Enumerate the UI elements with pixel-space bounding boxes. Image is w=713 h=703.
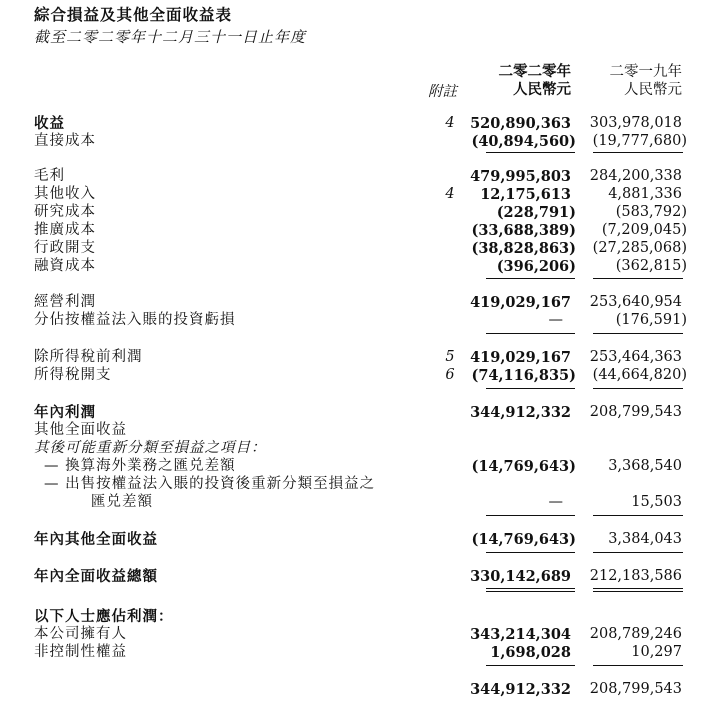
- row-prior: 3,368,540: [608, 458, 682, 474]
- row-prior: 208,799,543: [589, 681, 682, 697]
- subtotal-rule: [593, 665, 683, 666]
- row-prior: 15,503: [631, 494, 682, 510]
- subtotal-rule: [486, 552, 575, 553]
- row-note: 4: [445, 186, 455, 202]
- table-row: [0, 221, 713, 240]
- table-row: [0, 680, 713, 699]
- row-label: 分佔按權益法入賬的投資虧損: [34, 312, 236, 328]
- table-row: [0, 348, 713, 367]
- row-prior: (176,591): [615, 312, 687, 328]
- row-label: 除所得稅前利潤: [34, 349, 143, 365]
- total-double-rule: [486, 588, 575, 592]
- row-current: 419,029,167: [470, 294, 571, 311]
- row-prior: (27,285,068): [592, 240, 687, 256]
- row-label: 匯兑差額: [91, 494, 153, 510]
- row-label: 毛利: [34, 168, 65, 184]
- table-row: [0, 457, 713, 476]
- row-current: 479,995,803: [470, 168, 571, 185]
- table-row: [0, 239, 713, 258]
- row-prior: (7,209,045): [601, 222, 687, 238]
- prior-year-header: 二零一九年: [609, 64, 682, 80]
- row-prior: 212,183,586: [589, 568, 682, 584]
- row-label: 經營利潤: [34, 294, 96, 310]
- row-label: — 換算海外業務之匯兑差額: [44, 458, 236, 474]
- table-row: [0, 167, 713, 186]
- table-row: [0, 421, 713, 440]
- table-row: [0, 257, 713, 276]
- row-note: 6: [445, 367, 455, 383]
- row-current: (33,688,389): [471, 222, 576, 239]
- row-current: 344,912,332: [470, 404, 571, 421]
- table-row: [0, 185, 713, 204]
- row-label: 融資成本: [34, 258, 96, 274]
- table-row: [0, 366, 713, 385]
- row-label: 本公司擁有人: [34, 626, 127, 642]
- table-row: [0, 403, 713, 422]
- row-label: 其後可能重新分類至損益之項目：: [34, 440, 267, 456]
- row-prior: 10,297: [631, 644, 682, 660]
- current-unit-header: 人民幣元: [513, 81, 571, 98]
- table-row: [0, 475, 713, 494]
- row-current: 419,029,167: [470, 349, 571, 366]
- row-label: 年內全面收益總額: [34, 568, 158, 585]
- row-current: —: [548, 494, 563, 510]
- subtotal-rule: [593, 152, 683, 153]
- row-current: —: [548, 312, 563, 328]
- row-label: 年內其他全面收益: [34, 531, 158, 548]
- row-label: 年內利潤: [34, 404, 96, 421]
- row-label: 其他收入: [34, 186, 96, 202]
- row-prior: (44,664,820): [592, 367, 687, 383]
- row-current: (38,828,863): [471, 240, 576, 257]
- row-current: (74,116,835): [471, 367, 576, 384]
- statement-title: 綜合損益及其他全面收益表: [34, 5, 233, 24]
- row-prior: 3,384,043: [608, 531, 682, 547]
- subtotal-rule: [593, 278, 683, 279]
- subtotal-rule: [593, 388, 683, 389]
- row-label: 研究成本: [34, 204, 96, 220]
- row-current: 12,175,613: [480, 186, 571, 203]
- row-prior: 303,978,018: [589, 115, 682, 131]
- row-note: 5: [445, 349, 455, 365]
- subtotal-rule: [486, 333, 575, 334]
- row-prior: 253,640,954: [589, 294, 682, 310]
- row-label: 收益: [34, 115, 65, 132]
- row-prior: 208,799,543: [589, 404, 682, 420]
- table-row: [0, 439, 713, 458]
- table-row: [0, 493, 713, 512]
- row-label: 以下人士應佔利潤：: [34, 608, 174, 625]
- table-row: [0, 530, 713, 549]
- row-prior: (19,777,680): [592, 133, 687, 149]
- table-row: [0, 607, 713, 626]
- prior-unit-header: 人民幣元: [624, 82, 682, 98]
- row-prior: 284,200,338: [589, 168, 682, 184]
- subtotal-rule: [486, 665, 575, 666]
- row-prior: 253,464,363: [589, 349, 682, 365]
- row-current: (40,894,560): [471, 133, 576, 150]
- subtotal-rule: [486, 278, 575, 279]
- row-label: 行政開支: [34, 240, 96, 256]
- note-column-header: 附註: [428, 84, 457, 100]
- row-current: 343,214,304: [470, 626, 571, 643]
- row-note: 4: [445, 115, 455, 131]
- row-current: 520,890,363: [470, 115, 571, 132]
- row-current: (228,791): [496, 204, 576, 221]
- subtotal-rule: [486, 515, 575, 516]
- row-label: — 出售按權益法入賬的投資後重新分類至損益之: [44, 476, 376, 492]
- row-label: 所得稅開支: [34, 367, 112, 383]
- row-label: 非控制性權益: [34, 644, 127, 660]
- row-label: 推廣成本: [34, 222, 96, 238]
- row-current: 330,142,689: [470, 568, 571, 585]
- subtotal-rule: [486, 152, 575, 153]
- table-row: [0, 567, 713, 586]
- row-current: (14,769,643): [471, 458, 576, 475]
- row-current: (396,206): [496, 258, 576, 275]
- row-current: 1,698,028: [490, 644, 571, 661]
- table-row: [0, 293, 713, 312]
- row-label: 其他全面收益: [34, 422, 127, 438]
- total-double-rule: [593, 588, 683, 592]
- row-label: 直接成本: [34, 133, 96, 149]
- row-current: (14,769,643): [471, 531, 576, 548]
- subtotal-rule: [486, 388, 575, 389]
- table-row: [0, 132, 713, 151]
- row-prior: 4,881,336: [608, 186, 682, 202]
- table-row: [0, 643, 713, 662]
- subtotal-rule: [593, 333, 683, 334]
- subtotal-rule: [593, 515, 683, 516]
- row-prior: 208,789,246: [589, 626, 682, 642]
- statement-period: 截至二零二零年十二月三十一日止年度: [34, 28, 307, 46]
- table-row: [0, 114, 713, 133]
- table-row: [0, 625, 713, 644]
- row-current: 344,912,332: [470, 681, 571, 698]
- current-year-header: 二零二零年: [498, 63, 571, 80]
- table-row: [0, 203, 713, 222]
- row-prior: (583,792): [615, 204, 687, 220]
- table-row: [0, 311, 713, 330]
- subtotal-rule: [593, 552, 683, 553]
- row-prior: (362,815): [615, 258, 687, 274]
